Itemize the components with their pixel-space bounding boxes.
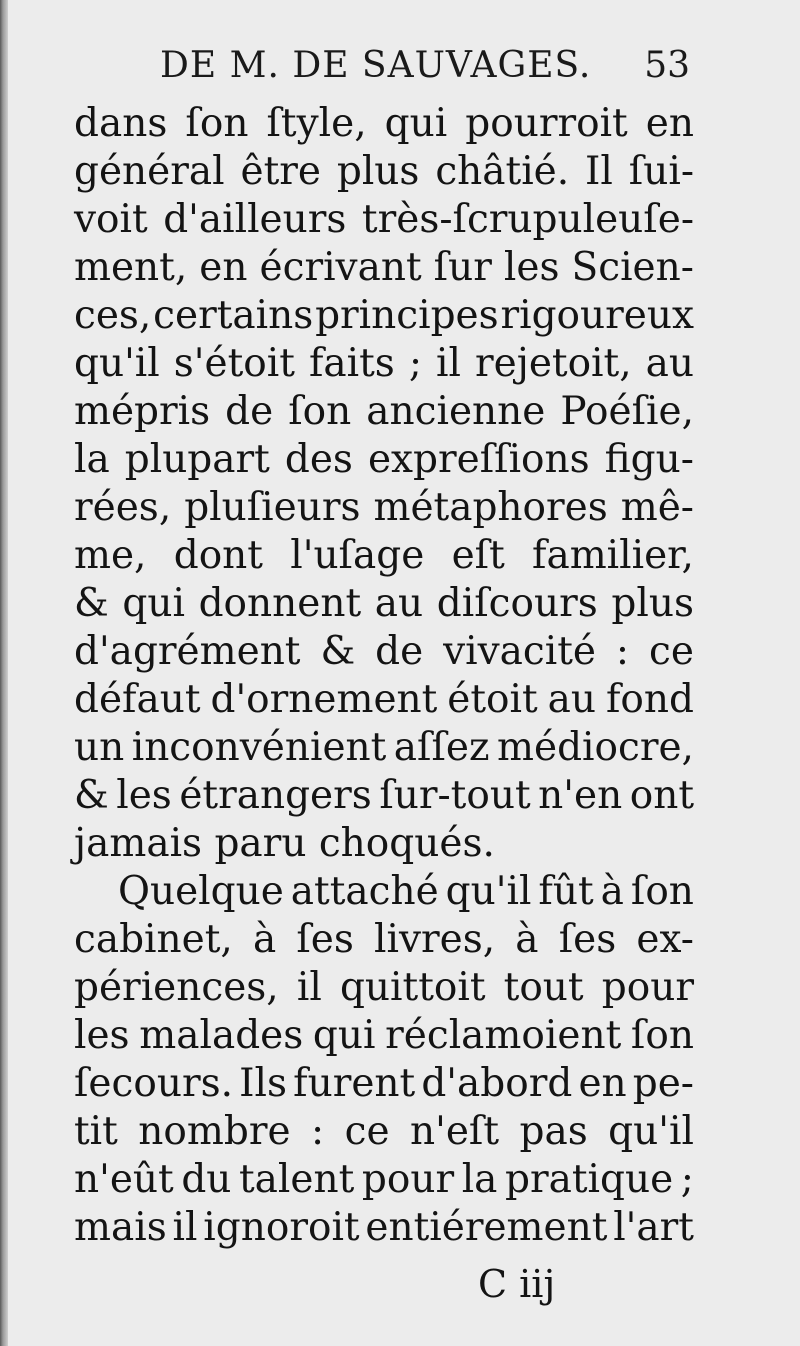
word: rigoureux <box>500 293 694 338</box>
word: médiocre, <box>497 725 694 770</box>
word: d'abord <box>421 1061 573 1106</box>
word: métaphores <box>373 485 608 530</box>
word: livres, <box>374 917 496 962</box>
word: du <box>181 1157 232 1202</box>
word: attaché <box>290 869 439 914</box>
word: en <box>199 245 248 290</box>
word: les <box>74 1013 130 1058</box>
word: voit <box>74 197 148 242</box>
word: défaut <box>74 677 201 722</box>
word: à <box>515 917 539 962</box>
word: d'ailleurs <box>163 197 347 242</box>
word: inconvénient <box>131 725 387 770</box>
word: étrangers <box>179 773 372 818</box>
word: donnent <box>198 581 362 626</box>
text-line <box>74 1156 694 1204</box>
word: châtié. <box>435 149 570 194</box>
word: entiérement <box>365 1205 608 1250</box>
text-line <box>74 484 694 532</box>
text-line <box>74 148 694 196</box>
text-line <box>74 340 694 388</box>
running-title: DE M. DE SAUVAGES. <box>160 45 592 86</box>
word: ce <box>344 1109 390 1154</box>
word: qui <box>312 1013 376 1058</box>
body-text <box>74 100 694 1252</box>
word: ſes <box>558 917 617 962</box>
word: certains <box>153 293 314 338</box>
word: malades <box>139 1013 304 1058</box>
word: il <box>296 965 322 1010</box>
text-line <box>74 676 694 724</box>
word: à <box>252 917 277 962</box>
word: ce <box>649 629 694 674</box>
word: mê- <box>620 485 694 530</box>
word: ſes <box>296 917 354 962</box>
text-line <box>74 244 694 292</box>
word: qui <box>122 581 185 626</box>
word: plupart <box>124 437 270 482</box>
word: n'eût <box>74 1157 174 1202</box>
word: au <box>547 677 597 722</box>
text-line <box>74 436 694 484</box>
text-line <box>74 772 694 820</box>
word: cabinet, <box>74 917 233 962</box>
word: des <box>284 437 353 482</box>
word: Ils <box>239 1061 288 1106</box>
word: & <box>74 773 109 818</box>
word: diſcours <box>436 581 598 626</box>
word: : <box>615 629 630 674</box>
text-line: jamais paru choqués. <box>74 821 495 866</box>
text-line <box>74 1060 694 1108</box>
word: d'ornement <box>210 677 438 722</box>
word: qu'il <box>74 341 160 386</box>
text-line <box>74 292 694 340</box>
word: expreſſions <box>367 437 590 482</box>
word: à <box>600 869 624 914</box>
word: Quelque <box>118 869 284 914</box>
word: périences, <box>74 965 279 1010</box>
word: ſur-tout <box>379 773 531 818</box>
text-line <box>74 1204 694 1252</box>
word: de <box>375 629 424 674</box>
word: pourroit <box>465 101 628 146</box>
word: tout <box>503 965 584 1010</box>
word: familier, <box>532 533 694 578</box>
word: d'agrément <box>74 629 301 674</box>
word: qu'il <box>445 869 532 914</box>
word: plus <box>336 149 420 194</box>
word: la <box>74 437 110 482</box>
word: figu- <box>604 437 694 482</box>
word: me, <box>74 533 147 578</box>
word: quittoit <box>339 965 486 1010</box>
text-line <box>74 196 694 244</box>
text-line <box>74 868 694 916</box>
word: faits <box>308 341 395 386</box>
word: & <box>320 629 356 674</box>
word: dont <box>173 533 263 578</box>
word: ſur <box>433 245 492 290</box>
word: nombre <box>138 1109 291 1154</box>
word: de <box>225 389 274 434</box>
word: fond <box>605 677 694 722</box>
text-line <box>74 580 694 628</box>
word: principes <box>315 293 499 338</box>
word: ſon <box>288 389 352 434</box>
word: Scien- <box>571 245 694 290</box>
word: ignoroit <box>203 1205 360 1250</box>
word: ſon <box>630 869 694 914</box>
word: ex- <box>636 917 694 962</box>
word: général <box>74 149 225 194</box>
word: ment, <box>74 245 188 290</box>
word: rées, <box>74 485 172 530</box>
word: pluſieurs <box>184 485 361 530</box>
text-line <box>74 1012 694 1060</box>
word: pratique <box>505 1157 674 1202</box>
word: réclamoient <box>385 1013 622 1058</box>
word: aſſez <box>393 725 490 770</box>
word: pas <box>519 1109 588 1154</box>
word: être <box>240 149 321 194</box>
word: ſon <box>630 1013 694 1058</box>
running-head <box>160 45 690 105</box>
word: écrivant <box>259 245 422 290</box>
text-line <box>74 388 694 436</box>
text-line <box>74 100 694 148</box>
word: l'art <box>613 1205 694 1250</box>
word: vivacité <box>443 629 596 674</box>
word: au <box>374 581 424 626</box>
word: au <box>645 341 694 386</box>
text-line <box>74 964 694 1012</box>
word: ; <box>408 341 422 386</box>
word: Il <box>585 149 613 194</box>
word: talent <box>239 1157 355 1202</box>
word: les <box>503 245 560 290</box>
word: pour <box>601 965 694 1010</box>
text-line <box>74 628 694 676</box>
text-line <box>74 916 694 964</box>
word: eſt <box>451 533 505 578</box>
word: les <box>116 773 172 818</box>
word: il <box>436 341 461 386</box>
word: ancienne <box>366 389 546 434</box>
text-line <box>74 532 694 580</box>
word: dans <box>74 101 168 146</box>
word: furent <box>293 1061 416 1106</box>
word: ſtyle, <box>266 101 367 146</box>
word: ſecours. <box>74 1061 234 1106</box>
word: ſon <box>185 101 249 146</box>
word: : <box>311 1109 325 1154</box>
word: étoit <box>447 677 538 722</box>
word: ſui- <box>628 149 694 194</box>
text-line <box>74 724 694 772</box>
word: en <box>645 101 694 146</box>
word: pour <box>361 1157 455 1202</box>
word: & <box>74 581 109 626</box>
word: pe- <box>632 1061 694 1106</box>
word: en <box>578 1061 627 1106</box>
word: qui <box>384 101 448 146</box>
word: ces, <box>74 293 152 338</box>
word: la <box>461 1157 498 1202</box>
page-number: 53 <box>644 45 690 86</box>
word: un <box>74 725 125 770</box>
word: mais <box>74 1205 167 1250</box>
word: l'uſage <box>290 533 425 578</box>
word: qu'il <box>608 1109 694 1154</box>
word: très-ſcrupuleuſe- <box>361 197 694 242</box>
word: s'étoit <box>173 341 295 386</box>
word: n'en <box>538 773 623 818</box>
word: ; <box>680 1157 694 1202</box>
word: tit <box>74 1109 118 1154</box>
word: plus <box>611 581 694 626</box>
word: n'eſt <box>410 1109 500 1154</box>
text-line <box>74 1108 694 1156</box>
word: ont <box>629 773 694 818</box>
word: mépris <box>74 389 211 434</box>
signature-mark: C iij <box>478 1262 556 1306</box>
word: Poéſie, <box>560 389 694 434</box>
word: il <box>172 1205 198 1250</box>
word: rejetoit, <box>475 341 632 386</box>
word: fût <box>538 869 594 914</box>
